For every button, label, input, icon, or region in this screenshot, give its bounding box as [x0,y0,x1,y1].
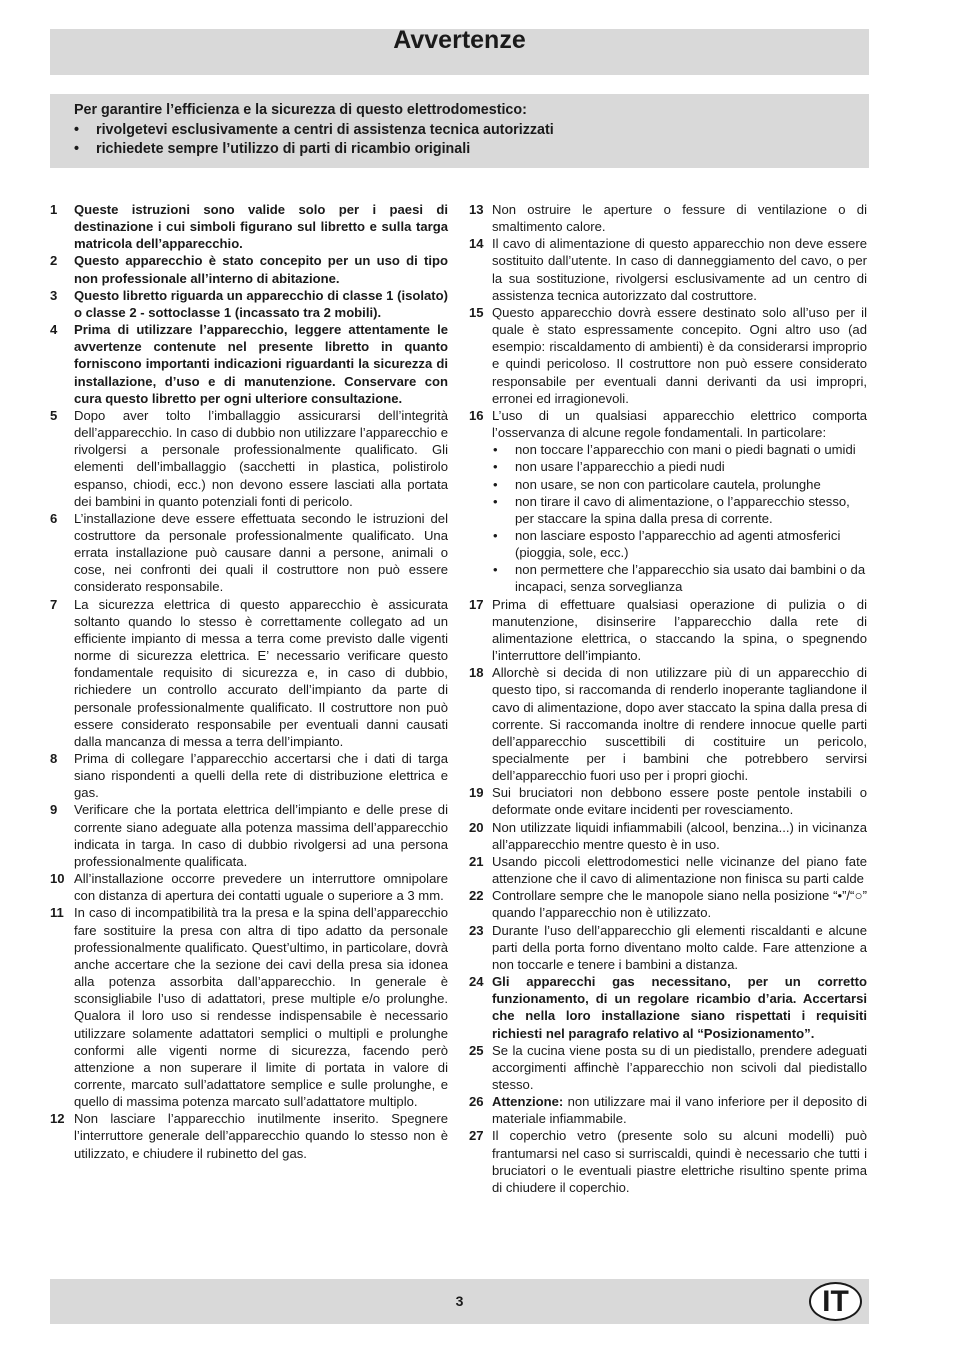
item-number: 23 [469,922,484,938]
item-number: 25 [469,1042,484,1058]
warning-item [469,664,867,784]
item-number: 16 [469,407,484,423]
item-text: Questo apparecchio è stato concepito per un uso di tipo non professionale all’interno di abitazione. [74,253,448,286]
rule-bullet: • non toccare l’apparecchio con mani o piedi bagnati o umidi [493,441,867,458]
item-text: Prima di collegare l’apparecchio accertarsi che i dati di targa siano rispondenti a quelli della rete di distribuzione elettrica e gas. [74,751,448,801]
item-text: Allorchè si decida di non utilizzare più di un apparecchio di questo tipo, si raccomanda di renderlo inoperante tagliandone il cavo di alimentazione, dopo aver staccato la spina dalla presa di corrente. Si raccomanda inoltre di rendere innocue quelle parti dell’apparecchio suscettibili di costituire un pericolo, specialmente per i bambini che potrebbero servirsi dell’apparecchio fuori uso per i propri giochi. [492,665,867,784]
safety-notice-box [50,94,869,168]
page-number: 3 [455,1293,464,1309]
item-number: 4 [50,322,58,338]
item-number: 19 [469,785,484,801]
item-text: In caso di incompatibilità tra la presa e la spina dell’apparecchio fare sostituire la presa con altra di tipo adatto da personale professionalmente qualificato. Quest’ultimo, in particolare, dovrà anche accertare che la sezione dei cavi della presa sia idonea alla potenza assorbita dall’apparecchio. In generale è sconsigliabile l’uso di adattatori, prese multiple e/o prolunghe. Qualora il loro uso si rendesse indispensabile è necessario utilizzare solamente adattatori semplici o multipli e prolunghe conformi alle vigenti norme di sicurezza, facendo però attenzione a non superare il limite di portata in valore di corrente, marcato sull’adattatore semplice e sulle prolunghe, e quello di massima potenza marcato sull’adattatore multiplo. [74,905,448,1110]
item-number: 18 [469,665,484,681]
item-text: Queste istruzioni sono valide solo per i paesi di destinazione i cui simboli figurano sul libretto e sulla targa matricola dell’apparecchio. [74,202,448,252]
rule-bullet: • non usare l’apparecchio a piedi nudi [493,458,867,475]
warning-item [469,235,867,304]
warning-item [50,870,448,904]
item-number: 20 [469,819,484,835]
item-number: 12 [50,1111,65,1127]
right-column [469,201,867,1196]
footer-bar [50,1279,869,1324]
warning-item [469,1042,867,1093]
item-text: Non ostruire le aperture o fessure di ventilazione o di smaltimento calore. [492,202,867,235]
warning-item [469,1093,867,1127]
item-text: Gli apparecchi gas necessitano, per un corretto funzionamento, di un regolare ricambio d’aria. Accertarsi che nella loro installazione siano rispettati i requisiti richiesti nel paragrafo relativo al “Posizionamento”. [492,974,867,1041]
rule-bullet-text: non usare l’apparecchio a piedi nudi [515,459,725,475]
warning-item [469,784,867,818]
warning-item [469,922,867,973]
item-number: 6 [50,510,58,526]
warning-item [50,750,448,801]
safety-notice-bullet-text: richiedete sempre l’utilizzo di parti di ricambio originali [96,141,471,157]
warning-item [469,596,867,665]
item-text: Il coperchio vetro (presente solo su alcuni modelli) può frantumarsi nel caso si surriscaldi, quindi è necessario che tutti i bruciatori o le eventuali piastre elettriche risultino spente prima di chiudere il coperchio. [492,1128,867,1195]
item-number: 27 [469,1128,484,1144]
item-text: Prima di utilizzare l’apparecchio, leggere attentamente le avvertenze contenute nel presente libretto in quanto forniscono importanti indicazioni riguardanti la sicurezza di installazione, d’uso e di manutenzione. Conservare con cura questo libretto per ogni ulteriore consultazione. [74,322,448,406]
warning-item [469,407,867,441]
item-text: Non utilizzate liquidi infiammabili (alcool, benzina...) in vicinanza all’apparecchio mentre questo è in uso. [492,819,867,852]
item-text-wrapper [492,1093,867,1127]
item-number: 24 [469,974,484,990]
rule-bullet-text: non usare, se non con particolare cautela, prolunghe [515,476,821,492]
rule-bullet: • non permettere che l’apparecchio sia usato dai bambini o da incapaci, senza sorveglianza [493,562,866,595]
item-number: 22 [469,888,484,904]
warning-item [50,252,448,286]
item-text: Sui bruciatori non debbono essere poste pentole instabili o deformate onde evitare incidenti per rovesciamento. [492,785,867,818]
item-number: 14 [469,236,484,252]
warning-item [469,853,867,887]
item-text: Durante l’uso dell’apparecchio gli elementi riscaldanti e alcune parti della porta forno diventano molto calde. Fare attenzione a non toccarle e tenere i bambini a distanza. [492,922,867,972]
safety-notice-heading: Per garantire l’efficienza e la sicurezza di questo elettrodomestico: [74,102,527,118]
item-text: Non lasciare l’apparecchio inutilmente inserito. Spegnere l’interruttore generale dell’apparecchio quando lo stesso non è utilizzato, e chiudere il rubinetto del gas. [74,1111,448,1161]
item-text: La sicurezza elettrica di questo apparecchio è assicurata soltanto quando lo stesso è correttamente collegato ad un efficiente impianto di messa a terra come previsto dalle vigenti norme di sicurezza elettrica. E’ necessario verificare questo fondamentale requisito di sicurezza e, in caso di dubbio, richiedere un controllo accurato dell’impianto da parte di personale professionalmente qualificato. Il costruttore non può essere considerato responsabile per eventuali danni causati dalla mancanza di messa a terra dell’impianto. [74,596,448,749]
item-text: Dopo aver tolto l’imballaggio assicurarsi dell’integrità dell’apparecchio. In caso di dubbio non utilizzare l’apparecchio e rivolgersi a personale professionalmente qualificato. Gli elementi dell’imballaggio (sacchetti in plastica, polistirolo espanso, chiodi, ecc.) non devono essere lasciati alla portata dei bambini in quanto potenziali fonti di pericolo. [74,407,448,509]
rule-bullet-text: non permettere che l’apparecchio sia usato dai bambini o da incapaci, senza sorveglianza [515,562,866,595]
warning-item [50,1110,448,1161]
item-text: non utilizzare mai il vano inferiore per il deposito di materiale infiammabile. [492,1094,867,1127]
item-text: Controllare sempre che le manopole siano nella posizione “•”/“○” quando l’apparecchio non è utilizzato. [492,888,867,921]
rule-bullet-text: non tirare il cavo di alimentazione, o l’apparecchio stesso, per staccare la spina dalla presa di corrente. [515,493,850,526]
item-text: All’installazione occorre prevedere un interruttore omnipolare con distanza di apertura dei contatti uguale o superiore a 3 mm. [74,871,448,904]
item-number: 26 [469,1094,484,1110]
language-badge: IT [809,1282,862,1321]
item-number: 5 [50,407,58,423]
item-number: 15 [469,304,484,320]
rule-bullet: • non usare, se non con particolare cautela, prolunghe [493,476,867,493]
warning-item [469,201,867,235]
item-number: 1 [50,202,58,217]
item-text: Il cavo di alimentazione di questo apparecchio non deve essere sostituito dall’utente. In caso di danneggiamento del cavo, o per la sua sostituzione, rivolgersi esclusivamente ad un centro di assistenza tecnica autorizzato dal costruttore. [492,236,867,303]
item-number: 3 [50,287,58,303]
item-number: 8 [50,751,58,766]
item-number: 21 [469,853,484,869]
item-text: Usando piccoli elettrodomestici nelle vicinanze del piano fate attenzione che il cavo di alimentazione non finisca su parti calde [492,853,867,887]
item-number: 2 [50,253,58,269]
warning-item [469,973,867,1042]
item-number: 17 [469,596,484,612]
warning-item [50,321,448,407]
safety-notice-bullet: • richiedete sempre l’utilizzo di parti di ricambio originali [74,140,869,160]
warning-item [50,596,448,750]
rule-bullet: • non lasciare esposto l’apparecchio ad agenti atmosferici (pioggia, sole, ecc.) [493,527,867,561]
rule-bullet-text: non lasciare esposto l’apparecchio ad agenti atmosferici (pioggia, sole, ecc.) [515,527,841,561]
warning-item [469,819,867,853]
item-number: 10 [50,871,65,887]
rule-bullet-text: non toccare l’apparecchio con mani o piedi bagnati o umidi [515,442,856,458]
warning-item [50,407,448,510]
rule-bullet: • non tirare il cavo di alimentazione, o l’apparecchio stesso, per staccare la spina dalla presa di corrente. [493,493,867,527]
item-text: Questo libretto riguarda un apparecchio di classe 1 (isolato) o classe 2 - sottoclasse 1 (incassato tra 2 mobili). [74,287,448,320]
item-text: Se la cucina viene posta su di un piedistallo, prendere adeguati accorgimenti affinchè l’apparecchio non scivoli dal piedistallo stesso. [492,1042,867,1092]
item-number: 13 [469,202,484,217]
item-text: Questo apparecchio dovrà essere destinato solo all’uso per il quale è stato espressamente concepito. Ogni altro uso (ad esempio: riscaldamento di ambienti) è da considerarsi improprio e quindi pericoloso. Il costruttore non può essere considerato responsabile per eventuali danni derivanti da usi impropri, erronei ed irragionevoli. [492,304,867,406]
warning-item [50,904,448,1110]
item-number: 9 [50,802,58,818]
item-text: L’installazione deve essere effettuata secondo le istruzioni del costruttore da personale professionalmente qualificato. Una errata installazione può causare danni a persone, animali o cose, nei confronti dei quali il costruttore non può essere considerato responsabile. [74,510,448,595]
warning-item [50,801,448,870]
title-bar [50,26,869,75]
warning-item [469,1127,867,1196]
item-number: 11 [50,905,64,921]
item-text: Verificare che la portata elettrica dell’impianto e delle prese di corrente siano adeguate alla potenza massima dell’apparecchio indicata in targa. In caso di dubbio rivolgersi ad una persona professionalmente qualificata. [74,802,448,869]
item-number: 7 [50,596,58,612]
warning-item [469,887,867,921]
left-column [50,201,448,1162]
warning-item [50,510,448,596]
warning-item [50,201,448,252]
safety-notice-bullet-text: rivolgetevi esclusivamente a centri di assistenza tecnica autorizzati [96,121,554,138]
safety-notice-bullet: • rivolgetevi esclusivamente a centri di assistenza tecnica autorizzati [74,121,869,141]
warning-item [50,287,448,321]
item-text: Prima di effettuare qualsiasi operazione di pulizia o di manutenzione, disinserire l’apparecchio dalla rete di alimentazione elettrica, o staccando la spina, o spegnendo l’interruttore dell’impianto. [492,596,867,664]
page-title: Avvertenze [393,26,526,54]
warning-item [469,304,867,407]
item-text: L’uso di un qualsiasi apparecchio elettrico comporta l’osservanza di alcune regole fondamentali. In particolare: [492,407,867,441]
attention-label: Attenzione: [492,1094,564,1110]
